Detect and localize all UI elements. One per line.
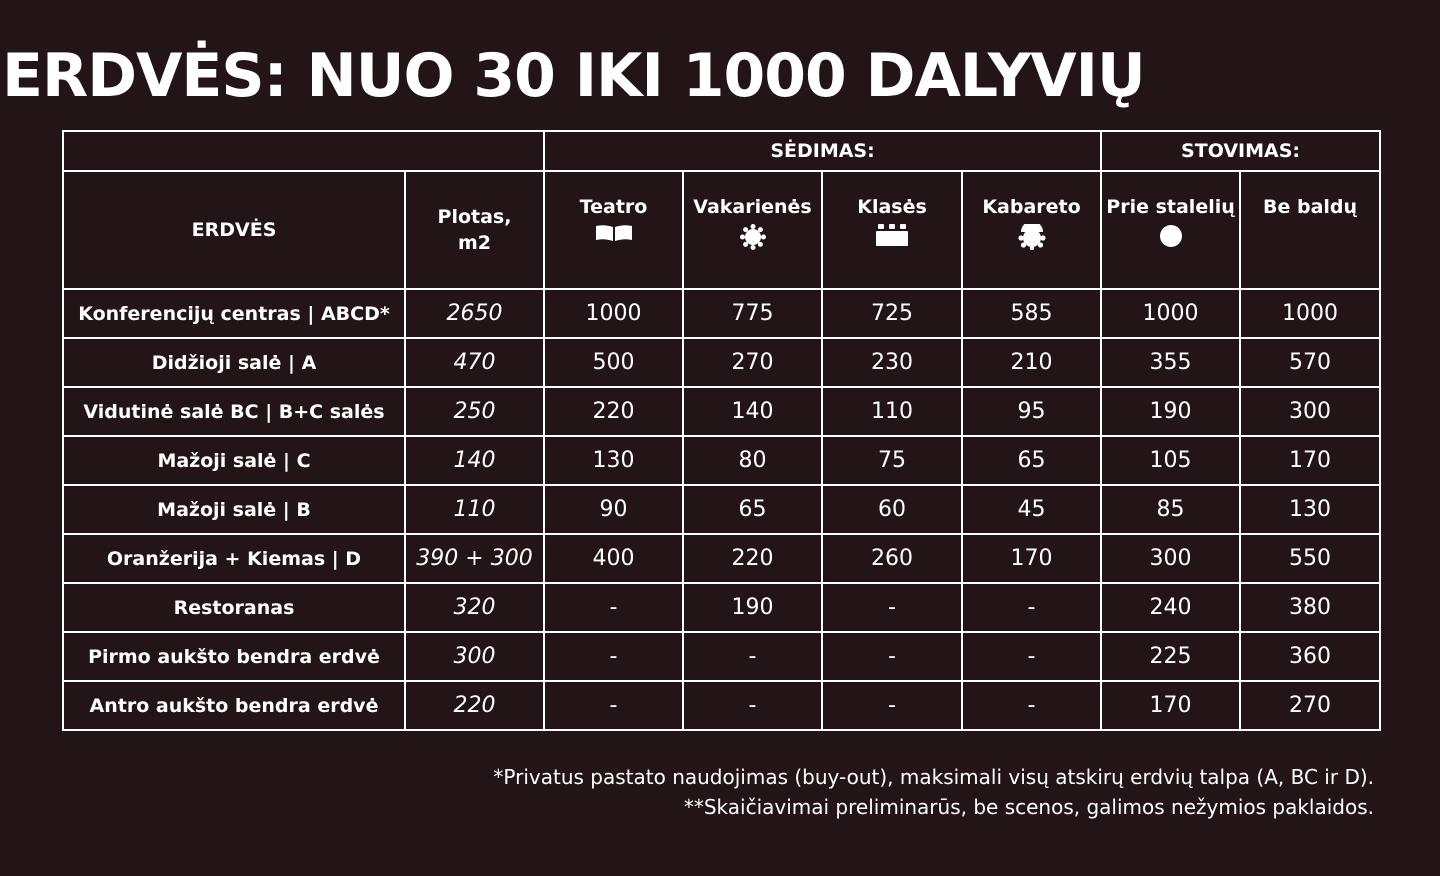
- cabaret-cell: -: [962, 583, 1101, 632]
- group-header-row: [63, 131, 1380, 171]
- theatre-cell: 220: [544, 387, 683, 436]
- table-row: [63, 632, 1380, 681]
- cocktail-cell: 105: [1101, 436, 1240, 485]
- footnote-estimate: **Skaičiavimai preliminarūs, be scenos, galimos nežymios paklaidos.: [683, 795, 1374, 819]
- classroom-desks-icon: [875, 224, 909, 246]
- cocktail-table-icon: [1159, 224, 1183, 248]
- area-header-line1: Plotas,: [437, 206, 512, 228]
- theatre-cell: 90: [544, 485, 683, 534]
- capacity-rows: [63, 289, 1380, 730]
- dinner-cell: 80: [683, 436, 822, 485]
- col-header-space: ERDVĖS: [63, 171, 405, 289]
- table-row: [63, 289, 1380, 338]
- dinner-cell: -: [683, 681, 822, 730]
- cabaret-cell: 45: [962, 485, 1101, 534]
- dinner-cell: 140: [683, 387, 822, 436]
- cabaret-cell: 65: [962, 436, 1101, 485]
- table-row: [63, 534, 1380, 583]
- dinner-cell: 190: [683, 583, 822, 632]
- cabaret-cell: -: [962, 632, 1101, 681]
- classroom-cell: 60: [822, 485, 962, 534]
- cabaret-cell: -: [962, 681, 1101, 730]
- cocktail-label: Prie stalelių: [1106, 196, 1235, 218]
- no-furniture-label: Be baldų: [1263, 196, 1358, 218]
- dinner-cell: 65: [683, 485, 822, 534]
- cocktail-cell: 225: [1101, 632, 1240, 681]
- space-name-cell: Oranžerija + Kiemas | D: [63, 534, 405, 583]
- cocktail-cell: 300: [1101, 534, 1240, 583]
- cabaret-cell: 210: [962, 338, 1101, 387]
- col-header-no-furniture: [1240, 171, 1380, 289]
- area-header-line2: m2: [457, 232, 492, 254]
- col-header-theatre: [544, 171, 683, 289]
- cocktail-cell: 190: [1101, 387, 1240, 436]
- cabaret-cell: 585: [962, 289, 1101, 338]
- cabaret-label: Kabareto: [982, 196, 1081, 218]
- cocktail-cell: 170: [1101, 681, 1240, 730]
- table-row: [63, 583, 1380, 632]
- col-header-cocktail: [1101, 171, 1240, 289]
- cocktail-cell: 85: [1101, 485, 1240, 534]
- space-name-cell: Mažoji salė | C: [63, 436, 405, 485]
- capacity-table: [62, 130, 1381, 731]
- cabaret-cell: 170: [962, 534, 1101, 583]
- cabaret-table-icon: [1018, 224, 1046, 250]
- table-row: [63, 387, 1380, 436]
- space-name-cell: Pirmo aukšto bendra erdvė: [63, 632, 405, 681]
- open-book-icon: [594, 224, 634, 242]
- dinner-cell: 775: [683, 289, 822, 338]
- theatre-cell: -: [544, 583, 683, 632]
- col-header-cabaret: [962, 171, 1101, 289]
- classroom-cell: 75: [822, 436, 962, 485]
- dinner-cell: 270: [683, 338, 822, 387]
- area-cell: 220: [405, 681, 544, 730]
- classroom-label: Klasės: [857, 196, 927, 218]
- area-cell: 140: [405, 436, 544, 485]
- cabaret-cell: 95: [962, 387, 1101, 436]
- space-name-cell: Konferencijų centras | ABCD*: [63, 289, 405, 338]
- area-cell: 110: [405, 485, 544, 534]
- theatre-cell: 130: [544, 436, 683, 485]
- no-furniture-cell: 550: [1240, 534, 1380, 583]
- area-cell: 250: [405, 387, 544, 436]
- classroom-cell: 110: [822, 387, 962, 436]
- round-table-icon: [740, 224, 766, 250]
- space-name-cell: Vidutinė salė BC | B+C salės: [63, 387, 405, 436]
- empty-header-cell: [63, 131, 544, 171]
- area-cell: 300: [405, 632, 544, 681]
- theatre-cell: -: [544, 632, 683, 681]
- table-row: [63, 485, 1380, 534]
- table-row: [63, 338, 1380, 387]
- standing-group-header: STOVIMAS:: [1101, 131, 1380, 171]
- classroom-cell: -: [822, 583, 962, 632]
- col-header-area: [405, 171, 544, 289]
- sitting-group-header: SĖDIMAS:: [544, 131, 1101, 171]
- page-title: ERDVĖS: NUO 30 IKI 1000 DALYVIŲ: [2, 41, 1145, 111]
- cocktail-cell: 240: [1101, 583, 1240, 632]
- area-cell: 470: [405, 338, 544, 387]
- theatre-cell: 500: [544, 338, 683, 387]
- footnotes: [493, 762, 1374, 822]
- theatre-label: Teatro: [579, 196, 648, 218]
- no-furniture-cell: 570: [1240, 338, 1380, 387]
- space-name-cell: Didžioji salė | A: [63, 338, 405, 387]
- no-furniture-cell: 130: [1240, 485, 1380, 534]
- table-row: [63, 681, 1380, 730]
- theatre-cell: -: [544, 681, 683, 730]
- cocktail-cell: 1000: [1101, 289, 1240, 338]
- no-furniture-cell: 170: [1240, 436, 1380, 485]
- classroom-cell: 260: [822, 534, 962, 583]
- cocktail-cell: 355: [1101, 338, 1240, 387]
- footnote-buyout: *Privatus pastato naudojimas (buy-out), maksimali visų atskirų erdvių talpa (A, BC ir D).: [493, 765, 1374, 789]
- area-cell: 2650: [405, 289, 544, 338]
- area-cell: 320: [405, 583, 544, 632]
- classroom-cell: 725: [822, 289, 962, 338]
- area-cell: 390 + 300: [405, 534, 544, 583]
- col-header-classroom: [822, 171, 962, 289]
- dinner-cell: 220: [683, 534, 822, 583]
- space-name-cell: Mažoji salė | B: [63, 485, 405, 534]
- no-furniture-cell: 270: [1240, 681, 1380, 730]
- theatre-cell: 400: [544, 534, 683, 583]
- column-header-row: [63, 171, 1380, 289]
- classroom-cell: -: [822, 681, 962, 730]
- space-name-cell: Antro aukšto bendra erdvė: [63, 681, 405, 730]
- no-furniture-cell: 380: [1240, 583, 1380, 632]
- no-furniture-cell: 300: [1240, 387, 1380, 436]
- no-furniture-cell: 360: [1240, 632, 1380, 681]
- theatre-cell: 1000: [544, 289, 683, 338]
- space-name-cell: Restoranas: [63, 583, 405, 632]
- dinner-label: Vakarienės: [693, 196, 812, 218]
- no-furniture-cell: 1000: [1240, 289, 1380, 338]
- col-header-dinner: [683, 171, 822, 289]
- classroom-cell: 230: [822, 338, 962, 387]
- classroom-cell: -: [822, 632, 962, 681]
- table-row: [63, 436, 1380, 485]
- dinner-cell: -: [683, 632, 822, 681]
